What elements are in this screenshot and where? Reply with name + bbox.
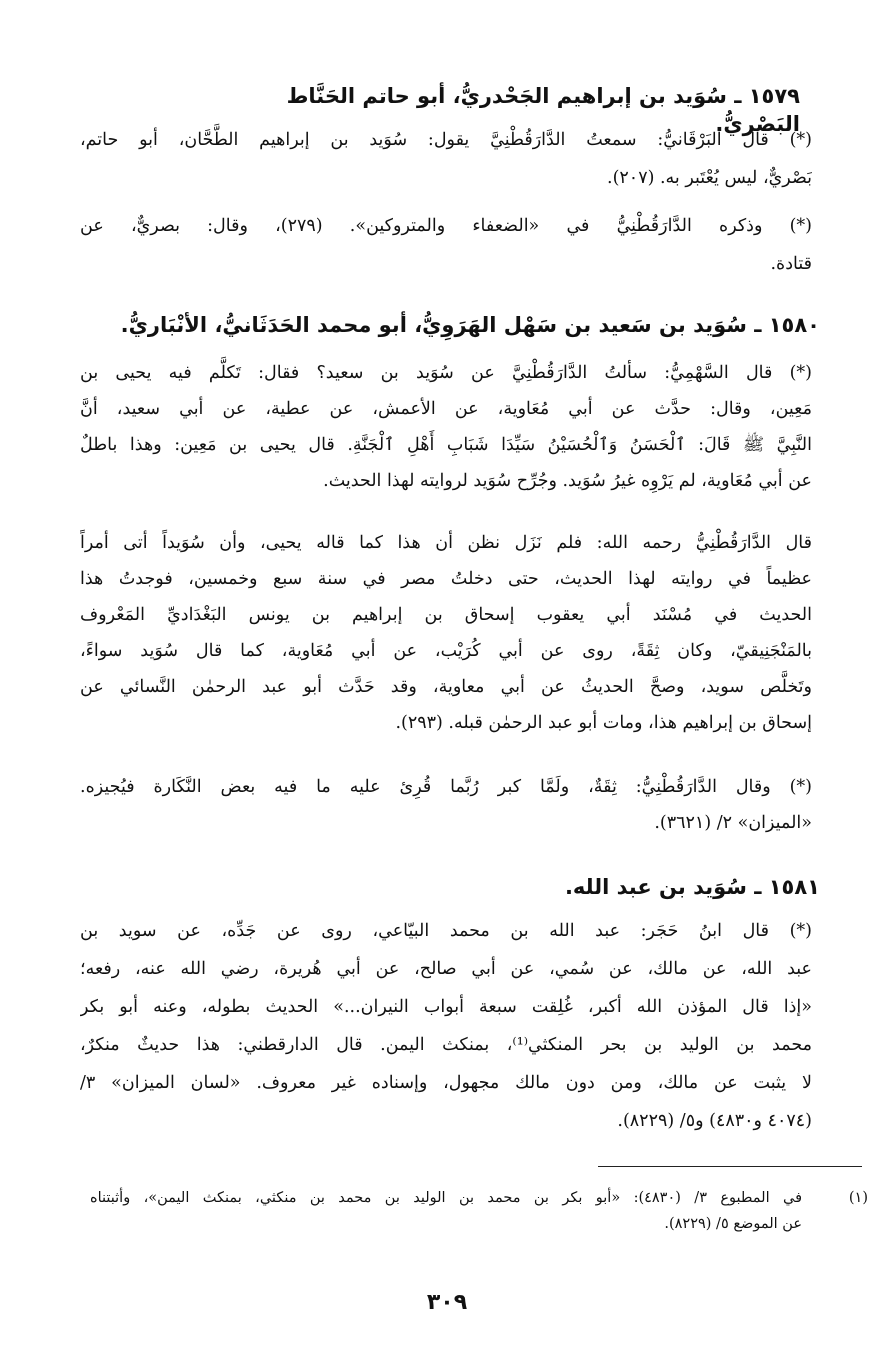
text-line: (*) وقال الدَّارَقُطْنِيُّ: ثِقَةٌ، ولَمَّا كبر رُبَّما قُرِئ عليه ما فيه بعض النَّكَارة فيُجيزه. xyxy=(80,777,812,797)
entry-1580-paragraph-3 xyxy=(80,769,812,841)
footnote-marker: (١) xyxy=(848,1190,868,1206)
text-line: «إذا قال المؤذن الله أكبر، غُلِقت سبعة أبواب النيران...» الحديث بطوله، وعنه أبو بكر xyxy=(80,997,812,1017)
text-line: عظيماً في روايته لهذا الحديث، حتى دخلتُ مصر في سنة سبع وخمسين، فوجدتُ هذا xyxy=(80,569,812,589)
text-line: الحديث في مُسْنَد أبي يعقوب إسحاق بن إبراهيم بن يونس البَغْدَاديِّ المَعْروف xyxy=(80,605,812,625)
text-line: في المطبوع ٣/ (٤٨٣٠): «أبو بكر بن محمد بن الوليد بن محمد بن منكثي، بمنكث اليمن»، وأثبتناه xyxy=(90,1190,802,1206)
entry-1580-paragraph-2 xyxy=(80,525,812,741)
text-line: (*) قال البَرْقَانيُّ: سمعتُ الدَّارَقُطْنِيَّ يقول: سُوَيد بن إبراهيم الطَّحَّان، أبو حاتم، xyxy=(80,130,812,150)
text-line: محمد بن الوليد بن بحر المنكثي⁽¹⁾، بمنكث اليمن. قال الدارقطني: هذا حديثٌ منكرٌ، xyxy=(80,1035,812,1055)
text-line: مَعِين، وقال: حدَّث عن أبي مُعَاوية، عن الأعمش، عن عطية، عن أبي سعيد، أنَّ xyxy=(80,399,812,419)
entry-1579-paragraph-1 xyxy=(80,121,812,197)
entry-1581-paragraph-1 xyxy=(80,912,812,1140)
text-line: النَّبِيَّ ﷺ قَالَ: ٱلْحَسَنُ وَٱلْحُسَيْنُ سَيِّدَا شَبَابِ أَهْلِ ٱلْجَنَّةِ. قال يحيى بن مَعِين: وهذا باطلٌ xyxy=(80,435,812,455)
text-line: لا يثبت عن مالك، ومن دون مالك مجهول، وإسناده غير معروف. «لسان الميزان» ٣/ xyxy=(80,1073,812,1093)
entry-1579-heading: ١٥٧٩ ـ سُوَيد بن إبراهيم الجَحْدريُّ، أبو حاتم الحَنَّاط البَصْريُّ. xyxy=(286,84,800,136)
entry-1581-heading: ١٥٨١ ـ سُوَيد بن عبد الله. xyxy=(564,875,820,899)
text-line: عن الموضع ٥/ (٨٢٢٩). xyxy=(664,1216,802,1232)
text-line: بَصْريٌّ، ليس يُعْتَبر به. (٢٠٧). xyxy=(607,168,812,188)
text-line: عبد الله، عن مالك، عن سُمي، عن أبي صالح، عن أبي هُريرة، رضي الله عنه، رفعه؛ xyxy=(80,959,812,979)
text-line: إسحاق بن إبراهيم هذا، ومات أبو عبد الرحمٰن قبله. (٢٩٣). xyxy=(395,713,812,733)
text-line: قال الدَّارَقُطْنِيُّ رحمه الله: فلم نَزَل نظن أن هذا كما قاله يحيى، وأن سُوَيداً أتى أمراً xyxy=(80,533,812,553)
text-line: (*) قال السَّهْمِيُّ: سألتُ الدَّارَقُطْنِيَّ عن سُوَيد بن سعيد؟ فقال: تَكلَّم فيه يحيى بن xyxy=(80,363,812,383)
entry-1580-heading: ١٥٨٠ ـ سُوَيد بن سَعيد بن سَهْل الهَرَوِيُّ، أبو محمد الحَدَثَانيُّ، الأنْبَاريُّ. xyxy=(120,313,820,337)
text-line: وتَخلَّص سويد، وصحَّ الحديثُ عن أبي معاوية، وقد حَدَّث أبو عبد الرحمٰن النَّسائي عن xyxy=(80,677,812,697)
footnote-separator xyxy=(598,1166,862,1167)
entry-1579-paragraph-2 xyxy=(80,207,812,283)
text-line: قتادة. xyxy=(770,254,812,274)
text-line: عن أبي مُعَاوية، لم يَرْوِه غيرُ سُوَيد. وجُرِّح سُوَيد لروايته لهذا الحديث. xyxy=(323,471,812,491)
entry-1580-paragraph-1 xyxy=(80,355,812,499)
page-number: ٣٠٩ xyxy=(426,1290,468,1315)
text-line: (*) قال ابنُ حَجَر: عبد الله بن محمد البيّاعي، روى عن جَدِّه، عن سويد بن xyxy=(80,921,812,941)
text-line: (*) وذكره الدَّارَقُطْنِيُّ في «الضعفاء والمتروكين». (٢٧٩)، وقال: بصريٌّ، عن xyxy=(80,216,812,236)
text-line: «الميزان» ٢/ (٣٦٢١). xyxy=(654,813,812,833)
footnote-text xyxy=(90,1185,802,1237)
text-line: بالمَنْجَنِيقيّ، وكان ثِقَةً، روى عن أبي كُرَيْب، عن أبي مُعَاوية، كما قال سُوَيد سواءً، xyxy=(80,641,812,661)
text-line: (٤٠٧٤ و٤٨٣٠) و٥/ (٨٢٢٩). xyxy=(617,1111,812,1131)
